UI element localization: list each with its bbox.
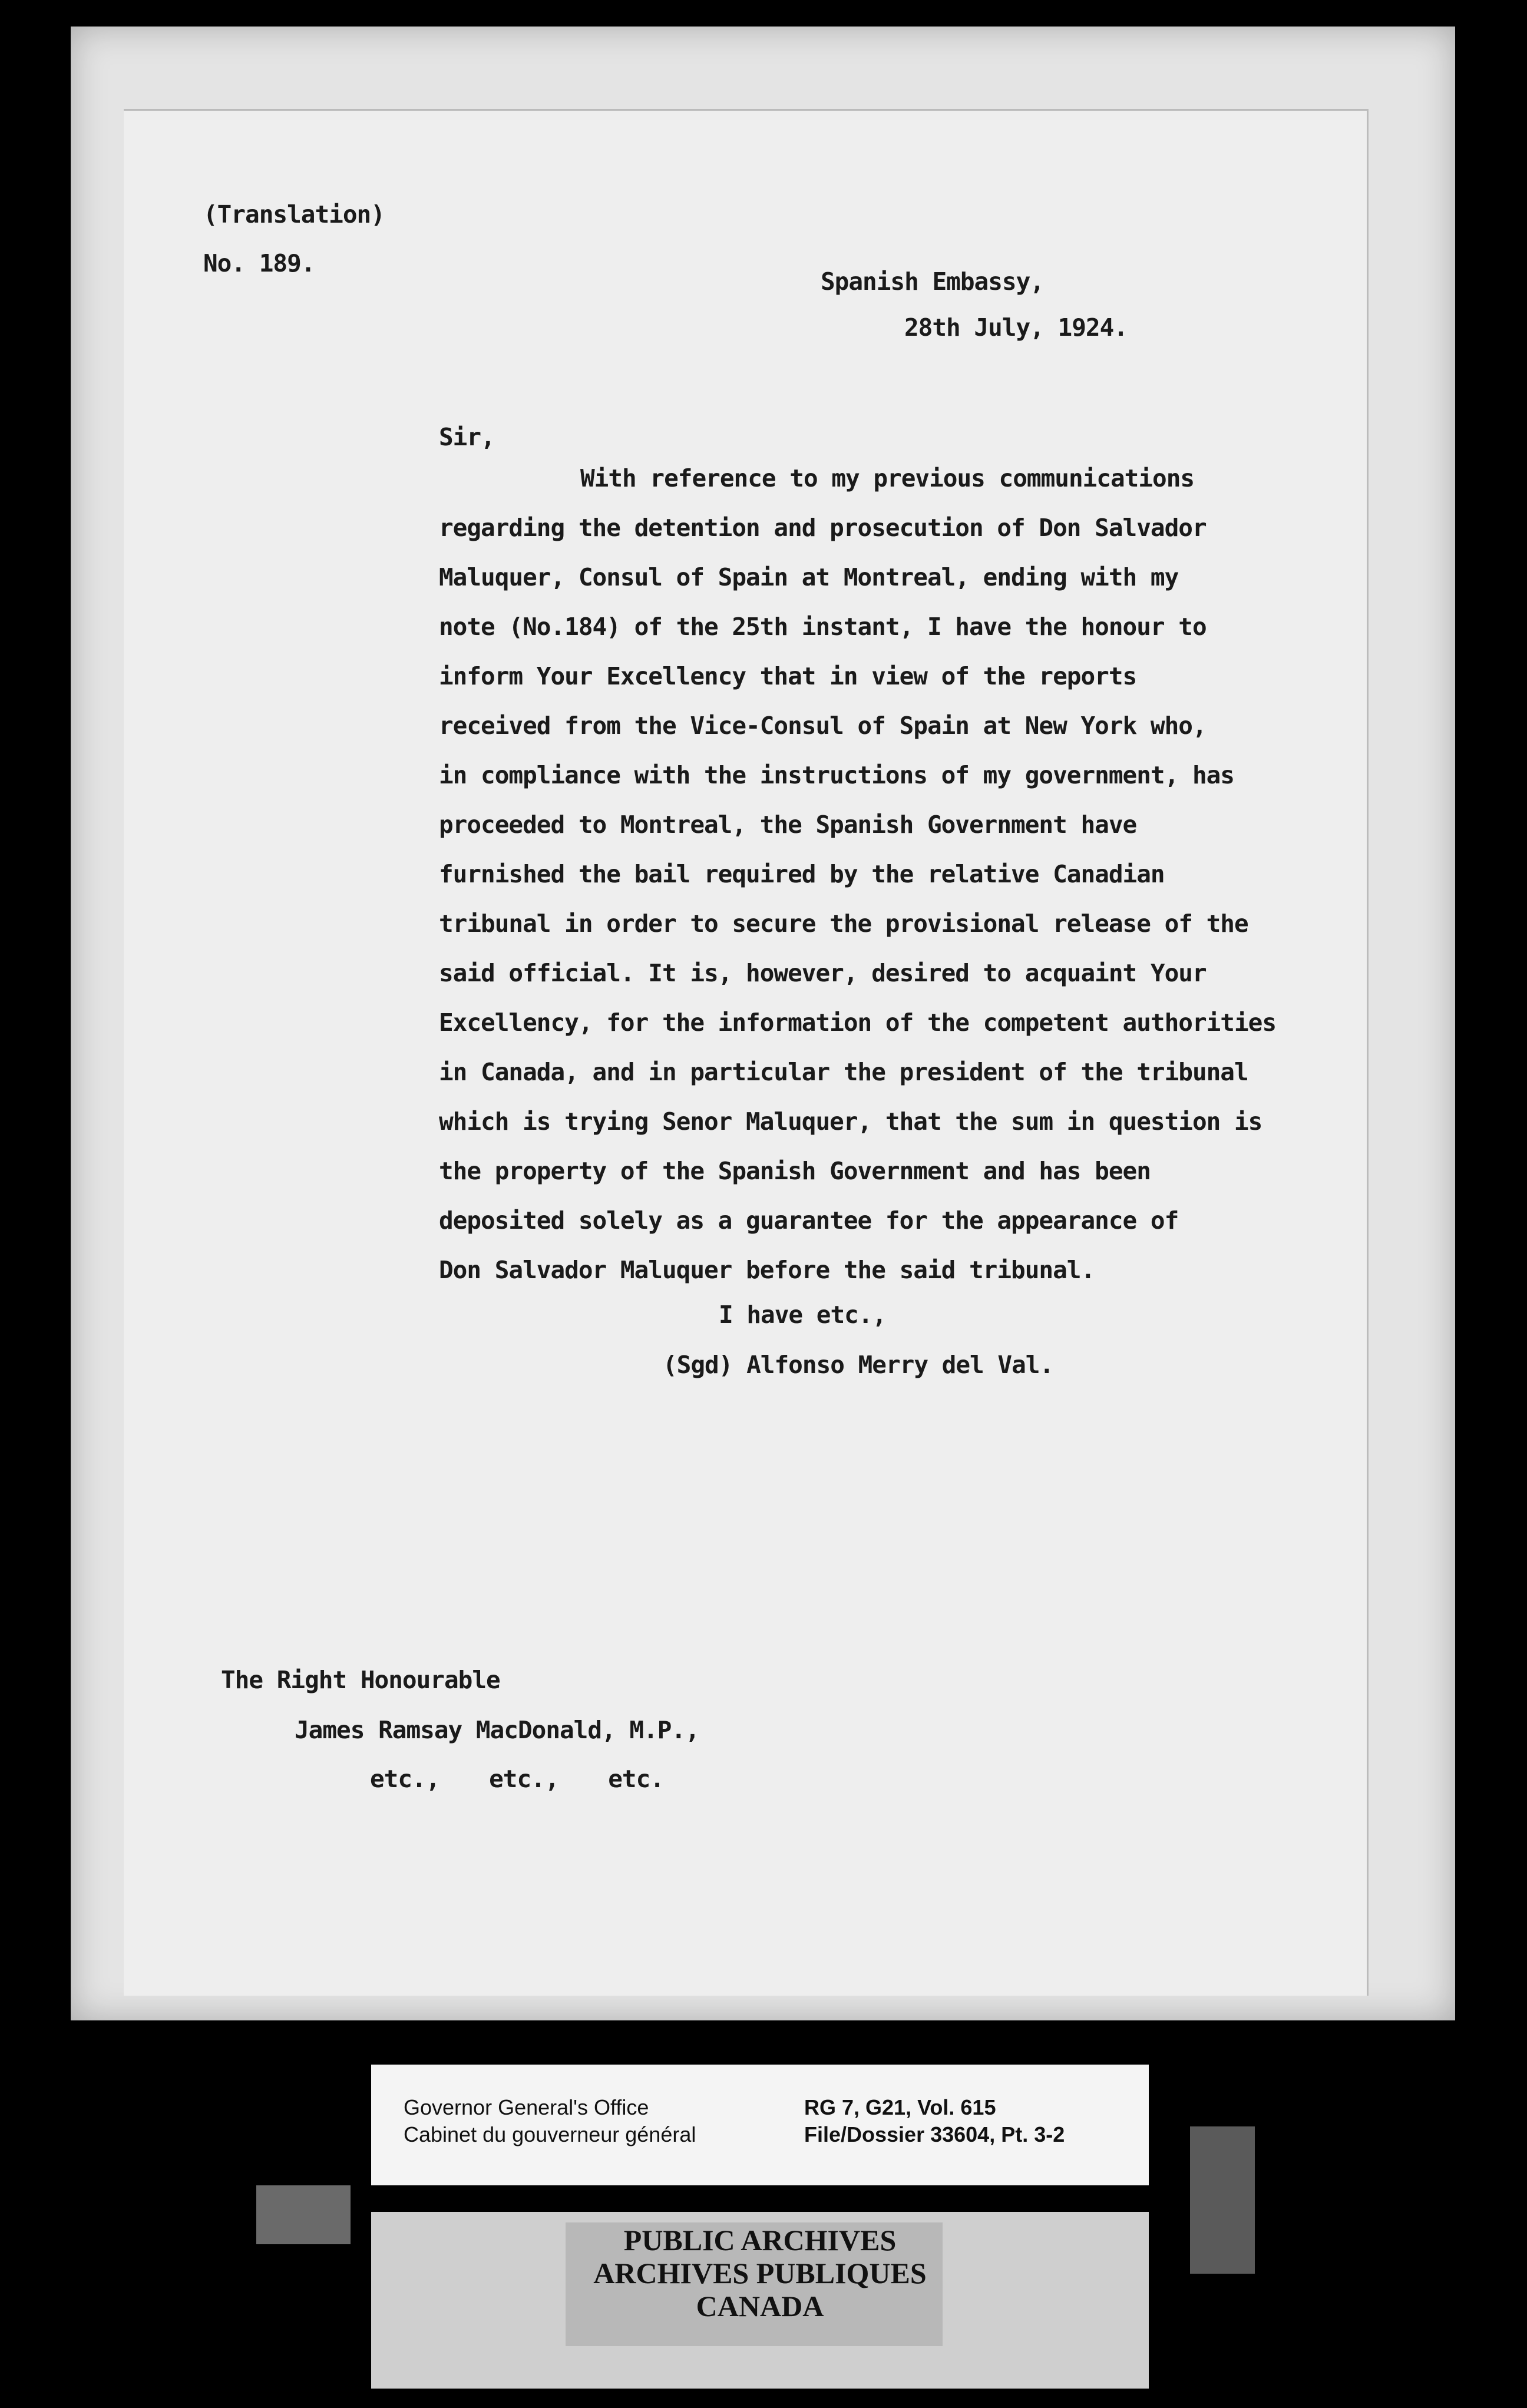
body-line: tribunal in order to secure the provisional release of the: [439, 909, 1248, 938]
office-labels: [404, 2094, 696, 2148]
body-line: the property of the Spanish Government and has been: [439, 1157, 1151, 1185]
body-line: furnished the bail required by the relative Canadian: [439, 860, 1165, 888]
body-line: note (No.184) of the 25th instant, I have the honour to: [439, 613, 1207, 641]
translation-label: (Translation): [203, 200, 385, 229]
folder-tab-left: [256, 2185, 351, 2244]
stamp-line-1: PUBLIC ARCHIVES: [623, 2224, 897, 2257]
signature: (Sgd) Alfonso Merry del Val.: [663, 1351, 1054, 1379]
closing: I have etc.,: [719, 1301, 887, 1329]
file-number: File/Dossier 33604, Pt. 3-2: [804, 2122, 1065, 2146]
addressee-etc: etc., etc., etc.: [370, 1765, 664, 1793]
body-line: proceeded to Montreal, the Spanish Government have: [439, 811, 1137, 839]
stamp-line-2: ARCHIVES PUBLIQUES: [593, 2257, 927, 2290]
body-line: in compliance with the instructions of my government, has: [439, 761, 1234, 789]
stamp-line-3: CANADA: [696, 2290, 824, 2323]
body-line: Maluquer, Consul of Spain at Montreal, ending with my: [439, 563, 1179, 591]
office-en: Governor General's Office: [404, 2095, 649, 2119]
body-line: which is trying Senor Maluquer, that the sum in question is: [439, 1107, 1262, 1136]
body-line: deposited solely as a guarantee for the appearance of: [439, 1206, 1179, 1235]
body-line: Don Salvador Maluquer before the said tribunal.: [439, 1256, 1095, 1284]
file-reference: [804, 2094, 1065, 2148]
body-line: With reference to my previous communications: [580, 464, 1195, 492]
letter-number: No. 189.: [203, 249, 315, 277]
letter-date: 28th July, 1924.: [904, 313, 1128, 342]
body-line: received from the Vice-Consul of Spain at New York who,: [439, 712, 1207, 740]
letter-body: [439, 454, 1276, 1295]
record-group: RG 7, G21, Vol. 615: [804, 2095, 996, 2119]
office-fr: Cabinet du gouverneur général: [404, 2122, 696, 2146]
reference-card: [371, 2065, 1149, 2185]
body-line: inform Your Excellency that in view of the reports: [439, 662, 1137, 690]
body-line: in Canada, and in particular the president of the tribunal: [439, 1058, 1248, 1086]
sender: Spanish Embassy,: [821, 267, 1044, 296]
archive-stamp: [371, 2212, 1149, 2389]
addressee-name: James Ramsay MacDonald, M.P.,: [295, 1716, 699, 1744]
salutation: Sir,: [439, 423, 495, 451]
body-line: said official. It is, however, desired to acquaint Your: [439, 959, 1207, 987]
body-line: regarding the detention and prosecution of Don Salvador: [439, 514, 1207, 542]
addressee-title: The Right Honourable: [221, 1666, 500, 1694]
body-line: Excellency, for the information of the competent authorities: [439, 1008, 1277, 1037]
folder-tab-right: [1190, 2126, 1255, 2274]
